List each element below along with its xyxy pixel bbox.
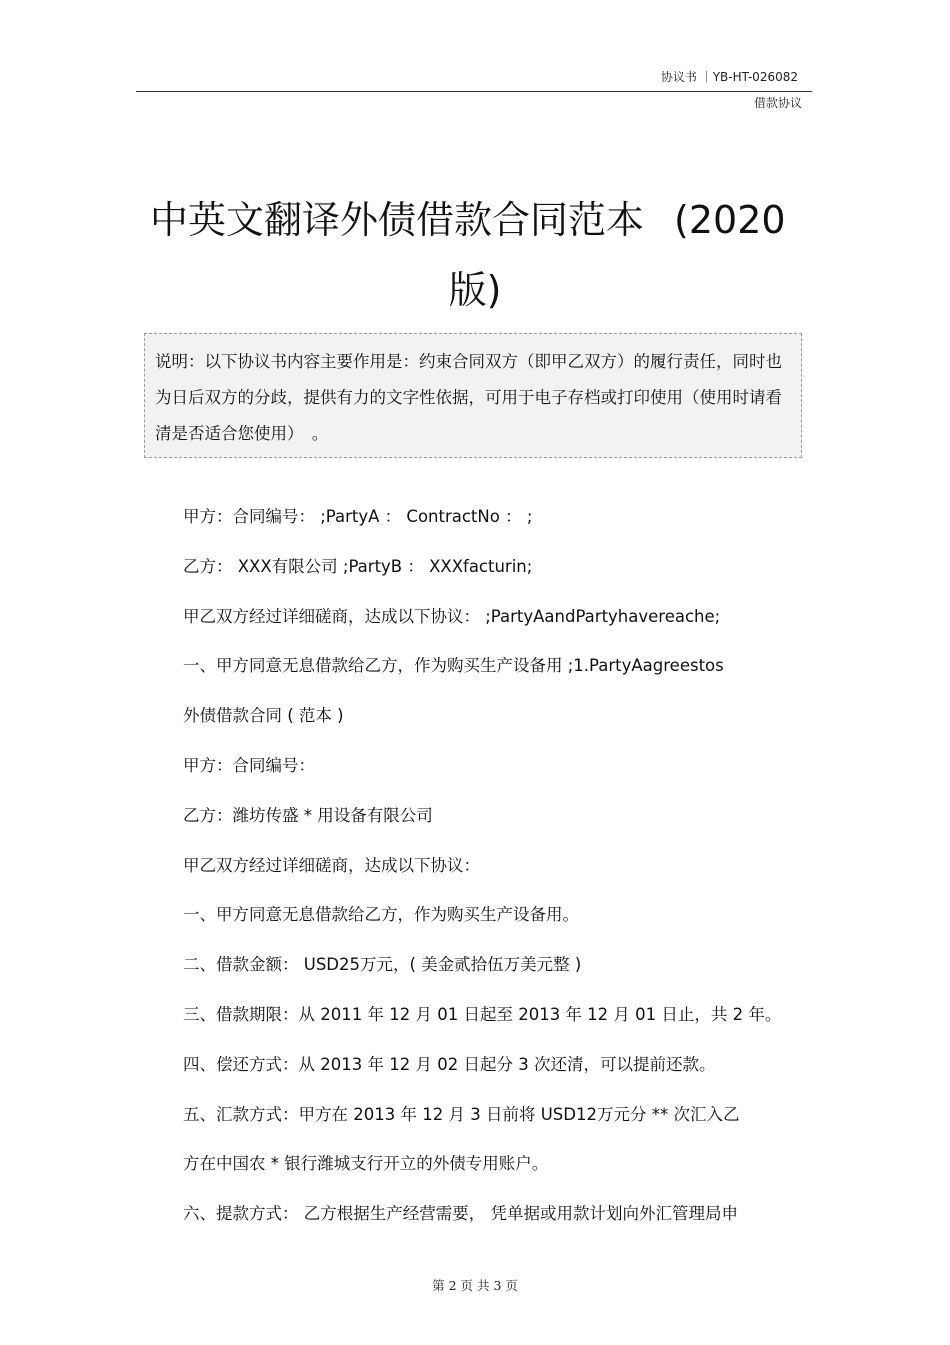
body-line: 甲乙双方经过详细磋商，达成以下协议： ;PartyAandPartyhavereache;	[183, 606, 721, 626]
body-line: 四、偿还方式：从 2013 年 12 月 02 日起分 3 次还清，可以提前还款。	[183, 1054, 716, 1074]
title-year: (2020	[674, 198, 786, 242]
body-line: 三、借款期限：从 2011 年 12 月 01 日起至 2013 年 12 月 01 日止，共 2 年。	[183, 1004, 782, 1024]
title-line-2: 版)	[448, 268, 502, 312]
body-line: 甲方：合同编号：	[183, 755, 315, 775]
body-line: 甲乙双方经过详细磋商，达成以下协议：	[183, 855, 480, 875]
body-line: 六、提款方式： 乙方根据生产经营需要， 凭单据或用款计划向外汇管理局申	[183, 1204, 738, 1224]
title-line-1	[150, 185, 810, 255]
document-body	[183, 500, 823, 1247]
body-line: 乙方：潍坊传盛 * 用设备有限公司	[183, 805, 433, 825]
title-chinese: 中英文翻译外债借款合同范本	[150, 198, 645, 242]
header-doc-type: 借款协议	[753, 96, 802, 110]
page-number-footer: 第 2 页 共 3 页	[432, 1278, 518, 1293]
body-line: 一、甲方同意无息借款给乙方，作为购买生产设备用。	[183, 905, 579, 925]
body-line: 外债借款合同 ( 范本 )	[183, 706, 344, 726]
header-code: 协议书 ｜YB-HT-026082	[660, 70, 798, 84]
body-line: 一、甲方同意无息借款给乙方，作为购买生产设备用 ;1.PartyAagreestos	[183, 656, 724, 676]
document-title	[150, 185, 810, 325]
body-line: 五、汇款方式：甲方在 2013 年 12 月 3 日前将 USD12万元分 ** 次汇入乙	[183, 1104, 740, 1124]
header-rule	[136, 91, 812, 92]
body-line: 乙方： XXX有限公司 ;PartyB ： XXXfacturin;	[183, 556, 533, 576]
body-line: 甲方：合同编号： ;PartyA ： ContractNo ： ;	[183, 507, 533, 526]
body-line: 二、借款金额： USD25万元，( 美金贰拾伍万美元整 )	[183, 955, 582, 975]
body-line: 方在中国农 * 银行潍城支行开立的外债专用账户。	[183, 1154, 549, 1174]
usage-note-box: 说明：以下协议书内容主要作用是：约束合同双方（即甲乙双方）的履行责任，同时也为日后双方的分歧，提供有力的文字性依据，可用于电子存档或打印使用（使用时请看清是否适合您使用） 。	[144, 333, 802, 458]
